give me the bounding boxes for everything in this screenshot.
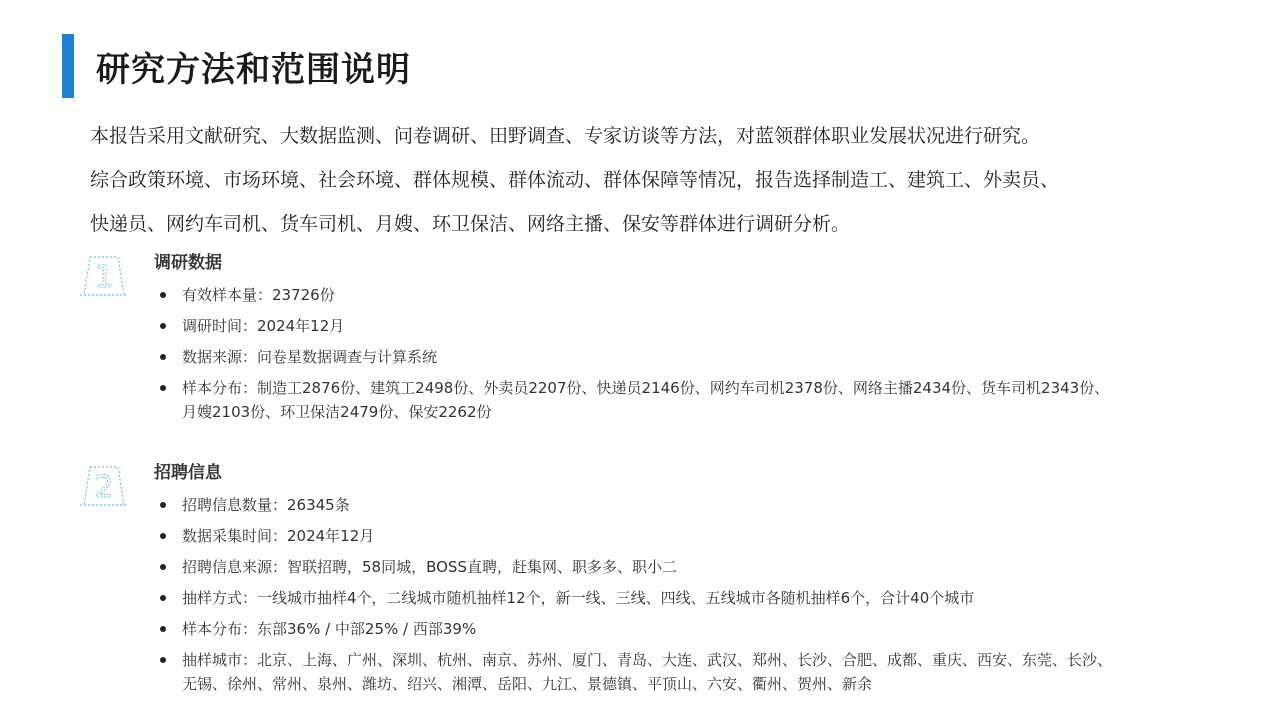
bullet-dot	[160, 626, 166, 632]
intro-line: 综合政策环境、市场环境、社会环境、群体规模、群体流动、群体保障等情况，报告选择制造工、建筑工、外卖员、	[90, 169, 1060, 191]
list-item-text: 抽样方式：一线城市抽样4个，二线城市随机抽样12个，新一线、三线、四线、五线城市各随机抽样6个，合计40个城市	[182, 589, 975, 607]
list-item-text: 抽样城市：北京、上海、广州、深圳、杭州、南京、苏州、厦门、青岛、大连、武汉、郑州、长沙、合肥、成都、重庆、西安、东莞、长沙、无锡、徐州、常州、泉州、潍坊、绍兴、湘潭、岳阳、九江、景德镇、平顶山、六安、衢州、贺州、新余	[182, 651, 1113, 693]
bullet-dot	[160, 354, 166, 360]
list-item	[160, 648, 1120, 696]
title-accent-bar	[62, 34, 74, 98]
list-item-text: 调研时间：2024年12月	[182, 317, 345, 335]
list-item-text: 招聘信息来源：智联招聘，58同城，BOSS直聘，赶集网、职多多、职小二	[182, 558, 677, 576]
bullet-dot	[160, 657, 166, 663]
list-item	[160, 555, 1120, 579]
section-heading: 调研数据	[154, 253, 222, 273]
list-item	[160, 314, 1120, 338]
list-item	[160, 376, 1120, 424]
list-item	[160, 617, 1120, 641]
list-item-text: 样本分布：东部36% / 中部25% / 西部39%	[182, 620, 477, 638]
bullet-dot	[160, 564, 166, 570]
bullet-dot	[160, 292, 166, 298]
list-item-text: 招聘信息数量：26345条	[182, 496, 350, 514]
list-item	[160, 283, 1120, 307]
intro-paragraph	[90, 114, 1210, 246]
list-item	[160, 524, 1120, 548]
list-item	[160, 493, 1120, 517]
list-item-text: 数据来源：问卷星数据调查与计算系统	[182, 348, 438, 366]
number-one-icon	[80, 251, 128, 299]
svg-text:2: 2	[94, 470, 114, 505]
bullet-dot	[160, 595, 166, 601]
bullet-dot	[160, 533, 166, 539]
intro-line: 本报告采用文献研究、大数据监测、问卷调研、田野调查、专家访谈等方法，对蓝领群体职业发展状况进行研究。	[90, 125, 1041, 147]
bullet-dot	[160, 502, 166, 508]
bullet-dot	[160, 385, 166, 391]
list-item-text: 样本分布：制造工2876份、建筑工2498份、外卖员2207份、快递员2146份、网约车司机2378份、网络主播2434份、货车司机2343份、月嫂2103份、环卫保洁2479份、保安2262份	[182, 379, 1110, 421]
bullet-list	[160, 283, 1120, 431]
list-item-text: 数据采集时间：2024年12月	[182, 527, 375, 545]
number-two-icon	[80, 461, 128, 509]
intro-line: 快递员、网约车司机、货车司机、月嫂、环卫保洁、网络主播、保安等群体进行调研分析。	[90, 213, 851, 235]
bullet-list	[160, 493, 1120, 703]
list-item	[160, 586, 1120, 610]
svg-text:1: 1	[94, 260, 114, 295]
bullet-dot	[160, 323, 166, 329]
list-item	[160, 345, 1120, 369]
list-item-text: 有效样本量：23726份	[182, 286, 335, 304]
section-heading: 招聘信息	[154, 463, 222, 483]
page-title: 研究方法和范围说明	[96, 50, 411, 90]
